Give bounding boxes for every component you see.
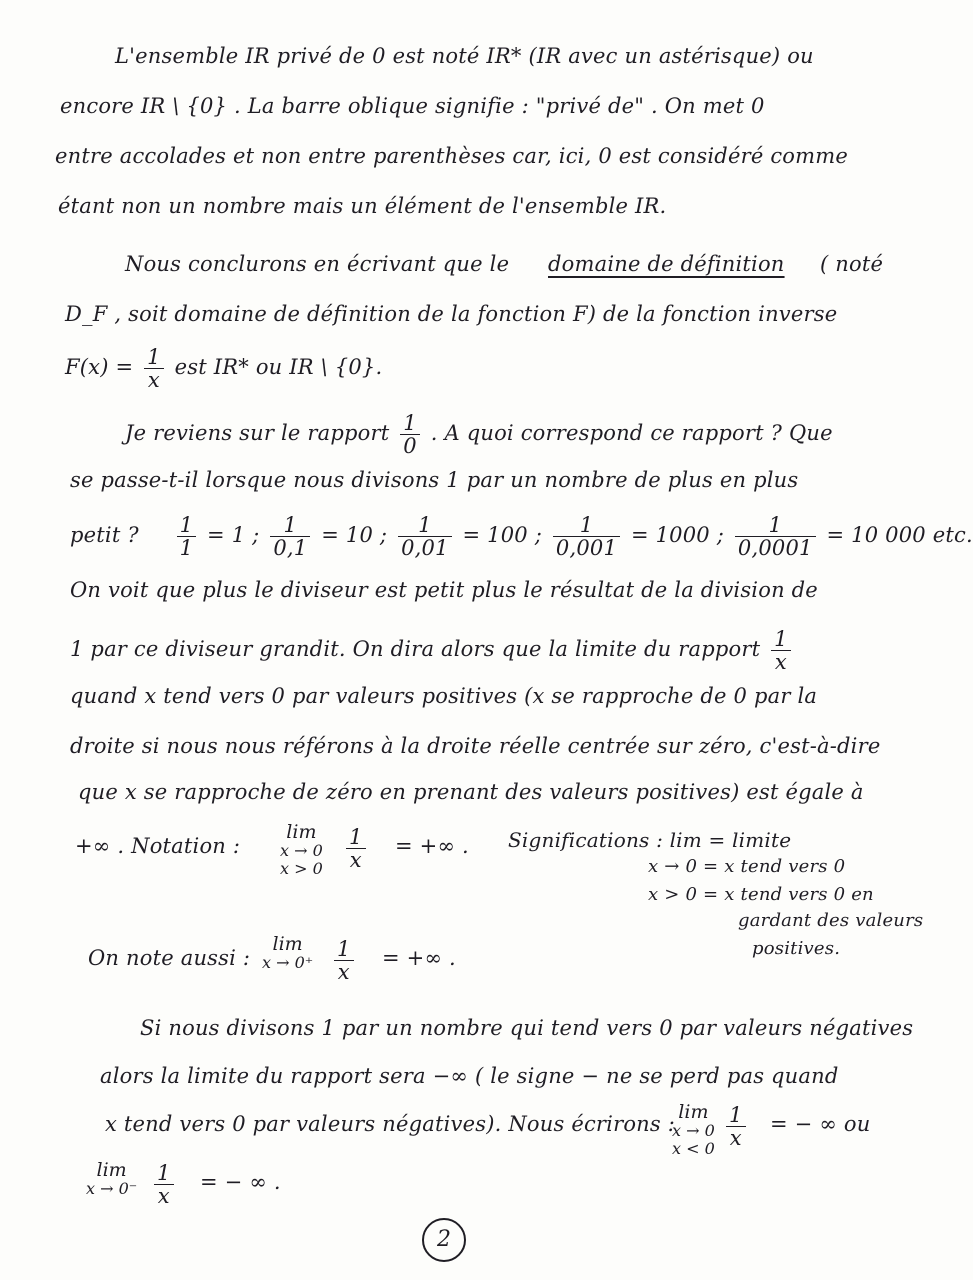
text-line: Nous conclurons en écrivant que le [125, 252, 510, 276]
text-line: On voit que plus le diviseur est petit plus le résultat de la division de [70, 578, 818, 602]
result: = 1 ; [207, 523, 260, 547]
limit-expression [672, 1102, 715, 1158]
text-segment: Je reviens sur le rapport [125, 421, 390, 445]
numerator: 1 [726, 1104, 746, 1127]
text-line: Significations : lim = limite [508, 828, 792, 852]
text-line: = − ∞ . [200, 1170, 281, 1194]
text-line: gardant des valeurs [738, 910, 924, 931]
denominator: x [157, 1184, 170, 1208]
text-line: = +∞ . [382, 946, 456, 970]
numerator: 1 [400, 412, 420, 435]
text-line: alors la limite du rapport sera −∞ ( le signe − ne se perd pas quand [100, 1064, 839, 1088]
result: = 10 ; [321, 523, 388, 547]
text-line: x tend vers 0 par valeurs négatives). Nous écrirons : [105, 1112, 676, 1136]
text-line: = +∞ . [395, 834, 469, 858]
text-line: se passe-t-il lorsque nous divisons 1 par un nombre de plus en plus [70, 468, 799, 492]
numerator: 1 [553, 514, 620, 537]
text-segment: 1 par ce diviseur grandit. On dira alors que la limite du rapport [70, 637, 761, 661]
numerator: 1 [735, 514, 816, 537]
lim-operator: lim [678, 1101, 709, 1123]
denominator: 0,001 [555, 536, 618, 560]
result: = 10 000 etc. [826, 523, 973, 547]
function-label: F(x) = [65, 355, 134, 379]
fraction-wrapper [722, 1104, 750, 1149]
fraction [735, 514, 816, 559]
fraction-1-over-x [154, 1162, 174, 1207]
text-line: Si nous divisons 1 par un nombre qui tend vers 0 par valeurs négatives [140, 1016, 914, 1040]
text-line: x → 0 = x tend vers 0 [648, 856, 846, 877]
fraction-1-over-x [771, 628, 791, 673]
text-line: ( noté [820, 252, 884, 276]
limit-intro-line [70, 628, 795, 673]
text-line: positives. [752, 938, 841, 959]
fraction-1-over-x [334, 938, 354, 983]
lim-operator: lim [272, 933, 303, 955]
domain-text: est IR* ou IR \ {0}. [174, 355, 383, 379]
page-number: 2 [422, 1218, 466, 1262]
denominator: 1 [179, 536, 194, 560]
limit-expression [262, 934, 313, 972]
denominator: x [349, 848, 362, 872]
fraction [177, 514, 197, 559]
lim-condition: x < 0 [672, 1139, 715, 1158]
function-definition [65, 346, 382, 391]
lim-subscript: x → 0 [280, 841, 323, 860]
numerator: 1 [346, 826, 366, 849]
text-line: quand x tend vers 0 par valeurs positives (x se rapproche de 0 par la [70, 684, 818, 708]
lim-condition: x > 0 [280, 859, 323, 878]
text-line: L'ensemble IR privé de 0 est noté IR* (IR avec un astérisque) ou [115, 44, 814, 68]
text-segment: . A quoi correspond ce rapport ? Que [430, 421, 833, 445]
lim-operator: lim [96, 1159, 127, 1181]
limit-expression [280, 822, 323, 878]
text-line: = − ∞ ou [770, 1112, 871, 1136]
text-line: entre accolades et non entre parenthèses car, ici, 0 est considéré comme [55, 144, 848, 168]
denominator: 0,01 [401, 536, 449, 560]
lim-operator: lim [286, 821, 317, 843]
fraction [398, 514, 452, 559]
result: = 100 ; [462, 523, 543, 547]
numerator: 1 [771, 628, 791, 651]
fraction-1-over-0 [400, 412, 420, 457]
text-line: droite si nous nous référons à la droite réelle centrée sur zéro, c'est-à-dire [70, 734, 881, 758]
numerator: 1 [144, 346, 164, 369]
fraction-wrapper [342, 826, 370, 871]
numerator: 1 [154, 1162, 174, 1185]
ratio-line [125, 412, 833, 457]
text-line: que x se rapproche de zéro en prenant des valeurs positives) est égale à [78, 780, 864, 804]
text-segment: petit ? [70, 523, 139, 547]
limit-expression [86, 1160, 137, 1198]
numerator: 1 [270, 514, 310, 537]
result: = 1000 ; [630, 523, 725, 547]
fraction-1-over-x [346, 826, 366, 871]
fraction-wrapper [330, 938, 358, 983]
numerator: 1 [398, 514, 452, 537]
fraction-1-over-x [726, 1104, 746, 1149]
text-line: encore IR \ {0} . La barre oblique signifie : "privé de" . On met 0 [60, 94, 765, 118]
numerator: 1 [177, 514, 197, 537]
denominator: 0,0001 [737, 536, 813, 560]
denominator: 0,1 [273, 536, 308, 560]
denominator: x [337, 960, 350, 984]
text-line: +∞ . Notation : [75, 834, 241, 858]
fraction-wrapper [150, 1162, 178, 1207]
denominator: 0 [403, 434, 417, 458]
fraction [270, 514, 310, 559]
division-sequence [70, 514, 973, 559]
numerator: 1 [334, 938, 354, 961]
denominator: x [774, 650, 787, 674]
underlined-term: domaine de définition [548, 252, 785, 276]
lim-subscript: x → 0⁻ [86, 1179, 138, 1198]
denominator: x [729, 1126, 742, 1150]
lim-subscript: x → 0 [672, 1121, 715, 1140]
text-line: On note aussi : [88, 946, 251, 970]
text-line: étant non un nombre mais un élément de l'ensemble IR. [58, 194, 667, 218]
denominator: x [147, 368, 160, 392]
fraction-1-over-x [144, 346, 164, 391]
text-line: D_F , soit domaine de définition de la fonction F) de la fonction inverse [65, 302, 838, 326]
fraction [553, 514, 620, 559]
lim-subscript: x → 0⁺ [262, 953, 314, 972]
text-line: x > 0 = x tend vers 0 en [648, 884, 874, 905]
